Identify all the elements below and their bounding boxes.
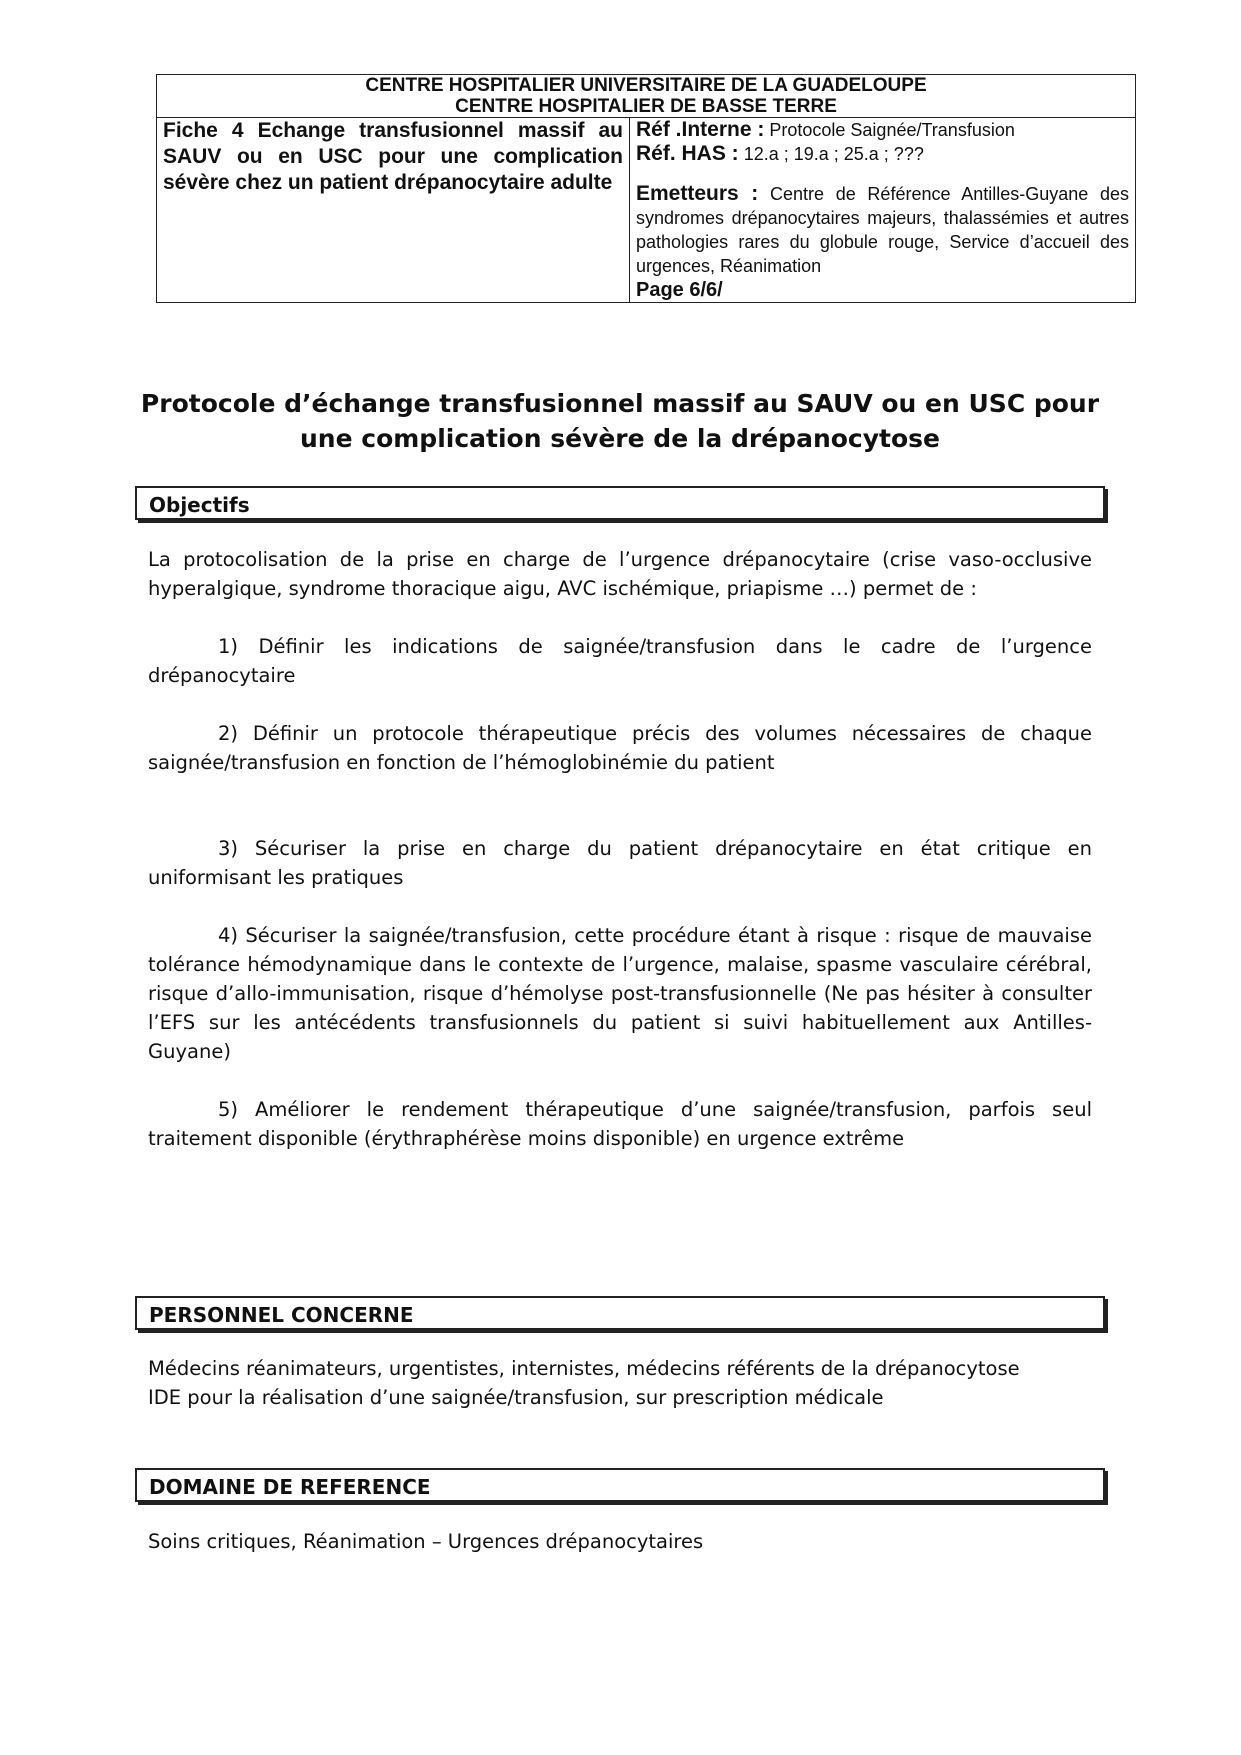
personnel-line-2: IDE pour la réalisation d’une saignée/transfusion, sur prescription médicale: [148, 1386, 884, 1409]
ref-has-label: Réf. HAS :: [636, 142, 739, 165]
ref-interne-value: Protocole Saignée/Transfusion: [769, 120, 1015, 140]
document-title-line-2: une complication sévère de la drépanocytose: [300, 424, 940, 453]
document-title: [130, 386, 1110, 456]
fiche-title: Fiche 4 Echange transfusionnel massif au SAUV ou en USC pour une complication sévère chez un patient drépanocytaire adulte: [163, 119, 623, 194]
objectif-item-3: 3) Sécuriser la prise en charge du patient drépanocytaire en état critique en uniformisant les pratiques: [148, 837, 1092, 889]
ref-has: [636, 142, 1129, 166]
objectif-item-5: 5) Améliorer le rendement thérapeutique d’une saignée/transfusion, parfois seul traitement disponible (érythraphérèse moins disponible) en urgence extrême: [148, 1098, 1092, 1150]
emetteurs-value: Centre de Référence Antilles-Guyane des syndromes drépanocytaires majeurs, thalassémies et autres pathologies rares du globule rouge, Service d’accueil des urgences, Réanimation: [636, 184, 1129, 276]
ref-interne-label: Réf .Interne :: [636, 118, 765, 141]
document-title-line-1: Protocole d’échange transfusionnel massif au SAUV ou en USC pour: [140, 389, 1100, 418]
section-heading-personnel: PERSONNEL CONCERNE: [135, 1296, 1105, 1330]
objectif-item-2: 2) Définir un protocole thérapeutique précis des volumes nécessaires de chaque saignée/transfusion en fonction de l’hémoglobinémie du patient: [148, 722, 1092, 774]
section-heading-domaine: DOMAINE DE REFERENCE: [135, 1468, 1105, 1502]
ref-interne: [636, 118, 1129, 142]
domaine-text: Soins critiques, Réanimation – Urgences drépanocytaires: [148, 1530, 704, 1553]
objectif-item-1: 1) Définir les indications de saignée/transfusion dans le cadre de l’urgence drépanocytaire: [148, 635, 1092, 687]
organization-line-1: CENTRE HOSPITALIER UNIVERSITAIRE DE LA GUADELOUPE: [365, 75, 927, 96]
section-heading-objectifs: Objectifs: [135, 486, 1105, 520]
personnel-line-1: Médecins réanimateurs, urgentistes, internistes, médecins référents de la drépanocytose: [148, 1357, 1020, 1380]
emetteurs: [636, 182, 1129, 278]
emetteurs-label: Emetteurs :: [636, 182, 759, 205]
reference-cell: [630, 118, 1136, 303]
fiche-title-cell: [157, 118, 630, 303]
page-number: Page 6/6/: [636, 279, 723, 301]
organization-line-2: CENTRE HOSPITALIER DE BASSE TERRE: [455, 96, 837, 117]
spacer: [636, 166, 1129, 182]
objectifs-intro: La protocolisation de la prise en charge de l’urgence drépanocytaire (crise vaso-occlusive hyperalgique, syndrome thoracique aigu, AVC ischémique, priapisme …) permet de :: [148, 548, 1092, 600]
document-header-table: [156, 74, 1136, 303]
ref-has-value: 12.a ; 19.a ; 25.a ; ???: [743, 144, 924, 164]
organization-cell: [157, 75, 1136, 118]
objectif-item-4: 4) Sécuriser la saignée/transfusion, cette procédure étant à risque : risque de mauvaise tolérance hémodynamique dans le contexte de l’urgence, malaise, spasme vasculaire cérébral, risque d’allo-immunisation, risque d’hémolyse post-transfusionnelle (Ne pas hésiter à consulter l’EFS sur les antécédents transfusionnels du patient si suivi habituellement aux Antilles-Guyane): [148, 924, 1092, 1063]
